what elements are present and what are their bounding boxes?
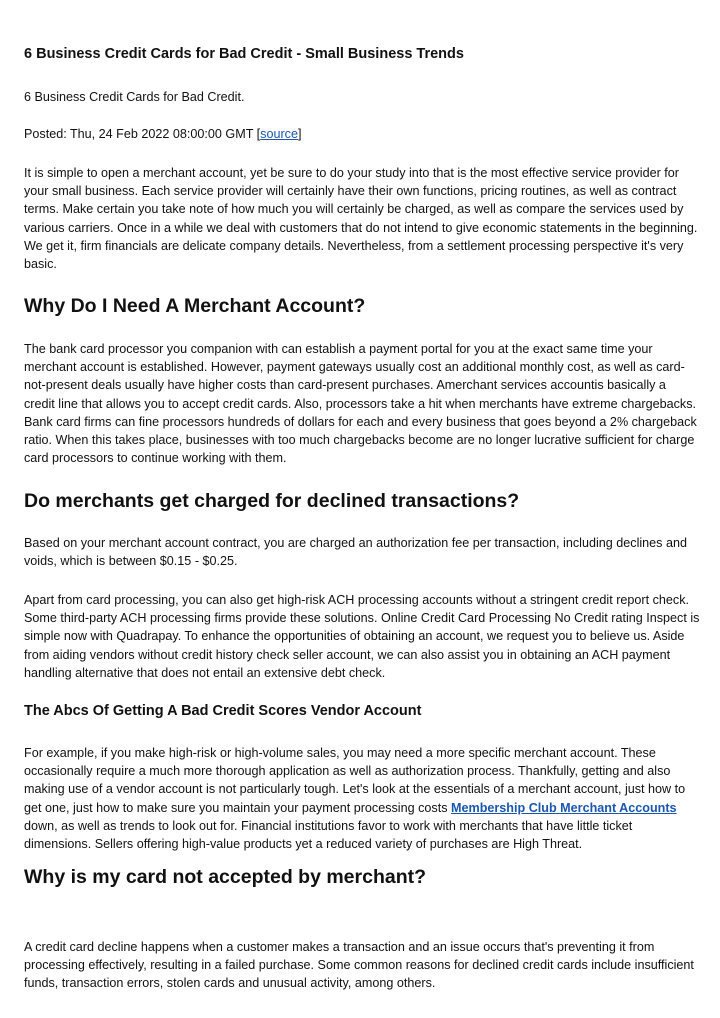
article-title: 6 Business Credit Cards for Bad Credit - Small Business Trends xyxy=(24,46,464,62)
paragraph-authorization-fee: Based on your merchant account contract, you are charged an authorization fee per transaction, including declines and voids, which is between $0.15 - $0.25. xyxy=(24,536,687,569)
heading-declined-transactions: Do merchants get charged for declined transactions? xyxy=(24,490,520,512)
paragraph-high-risk-before: For example, if you make high-risk or high-volume sales, you may need a more specific merchant account. These occasionally require a much more thorough application as well as authorization process. Thankfully, getting and also making use of a vendor account is not particularly tough. Let's look at the essentials of a merchant account, just how to get one, just how to make sure you maintain your payment processing costs xyxy=(24,746,686,815)
posted-prefix: Posted: Thu, 24 Feb 2022 08:00:00 GMT [ xyxy=(24,127,261,141)
paragraph-high-risk-after: down, as well as trends to look out for. Financial institutions favor to work with merchants that have little ticket dimensions. Sellers offering high-value products yet a reduced variety of purchases are High Threat. xyxy=(24,818,633,852)
paragraph-high-risk-sales xyxy=(24,744,700,853)
paragraph-processor: The bank card processor you companion with can establish a payment portal for you at the exact same time your merchant account is established. However, payment gateways usually cost an additional monthly cost, as well as card-not-present deals usually have higher costs than card-present purchases. Amerchant services accountis basically a credit line that allows you to accept credit cards. Also, processors take a hit when merchants have extreme chargebacks. Bank card firms can fine processors hundreds of dollars for each and every business that goes beyond a 2% chargeback ratio. When this takes place, businesses with too much chargebacks become are no longer lucrative sufficient for charge card processors to continue working with them. xyxy=(24,342,697,466)
intro-line: 6 Business Credit Cards for Bad Credit. xyxy=(24,90,245,104)
source-link[interactable]: source xyxy=(260,127,298,141)
posted-line xyxy=(24,125,700,143)
paragraph-intro: It is simple to open a merchant account, yet be sure to do your study into that is the most effective service provider for your small business. Each service provider will certainly have their own functions, pricing routines, as well as contract terms. Make certain you take note of how much you will certainly be charged, as well as compare the services used by various carriers. Once in a while we deal with customers that do not intend to give economic statements in the beginning. We get it, firm financials are delicate company details. Nevertheless, from a settlement processing perspective it's very basic. xyxy=(24,166,698,272)
heading-bad-credit-vendor: The Abcs Of Getting A Bad Credit Scores Vendor Account xyxy=(24,703,422,719)
posted-suffix: ] xyxy=(297,127,302,141)
paragraph-card-decline: A credit card decline happens when a customer makes a transaction and an issue occurs that's preventing it from processing effectively, resulting in a failed purchase. Some common reasons for declined credit cards include insufficient funds, transaction errors, stolen cards and unusual activity, among others. xyxy=(24,940,694,991)
heading-card-not-accepted: Why is my card not accepted by merchant? xyxy=(24,866,427,888)
membership-club-link[interactable]: Membership Club Merchant Accounts xyxy=(451,800,677,815)
heading-why-merchant-account: Why Do I Need A Merchant Account? xyxy=(24,295,366,317)
paragraph-ach-processing: Apart from card processing, you can also get high-risk ACH processing accounts without a stringent credit report check. Some third-party ACH processing firms provide these solutions. Online Credit Card Processing No Credit rating Inspect is simple now with Quadrapay. To enhance the opportunities of obtaining an account, we request you to believe us. Aside from aiding vendors without credit history check seller account, we can also assist you in obtaining an ACH payment handling alternative that does not entail an extensive debt check. xyxy=(24,593,700,680)
